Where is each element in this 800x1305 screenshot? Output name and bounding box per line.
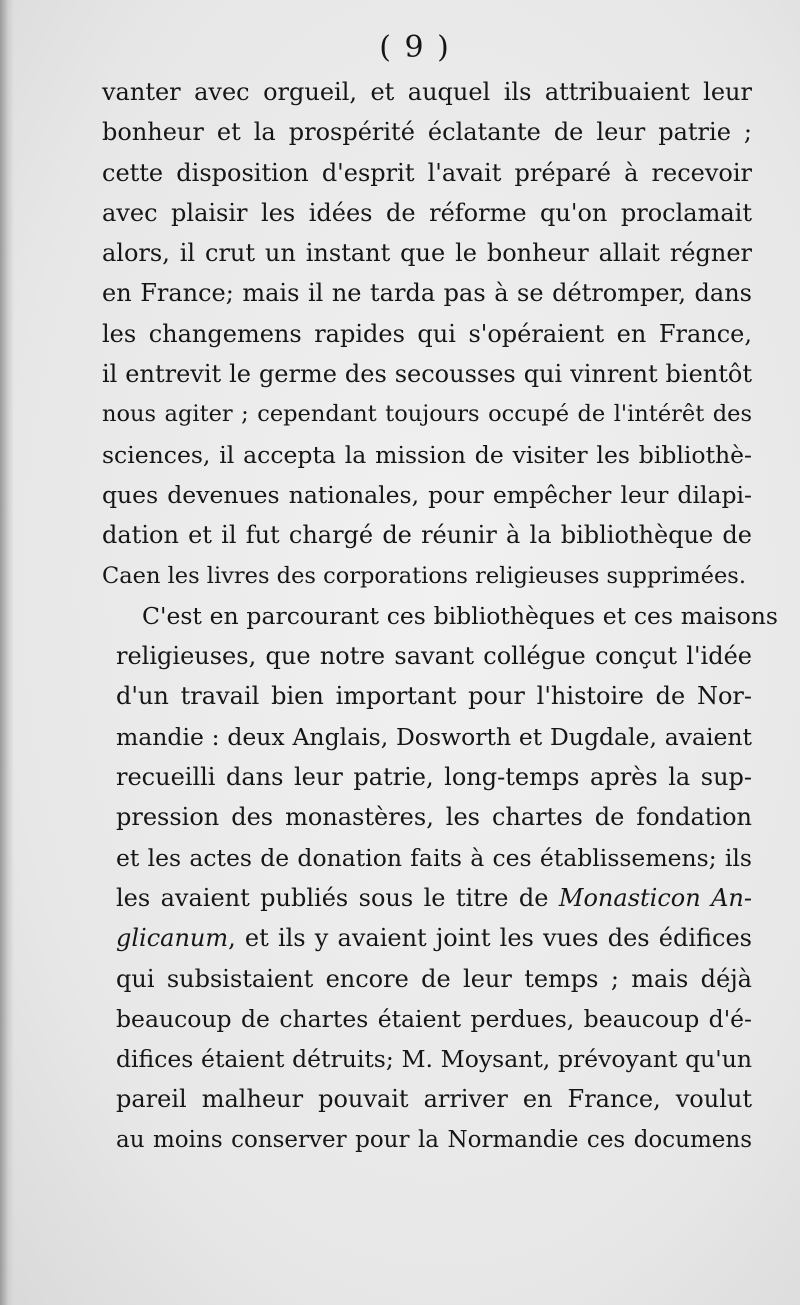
text-line: qui subsistaient encore de leur temps ; mais déjà bbox=[116, 964, 752, 993]
text-line: les changemens rapides qui s'opéraient en France, bbox=[102, 319, 752, 348]
text-line: ques devenues nationales, pour empêcher leur dilapi- bbox=[102, 480, 752, 509]
text-line: pareil malheur pouvait arriver en France, voulut bbox=[116, 1085, 752, 1114]
italic-title: glicanum bbox=[116, 924, 229, 953]
text-line-with-italic bbox=[102, 878, 752, 918]
text-line-paragraph-end: Caen les livres des corporations religieuses supprimées. bbox=[102, 562, 746, 589]
text-line: au moins conserver pour la Normandie ces documens bbox=[116, 1126, 752, 1153]
text-line: alors, il crut un instant que le bonheur allait régner bbox=[102, 239, 752, 268]
page-number: ( 9 ) bbox=[379, 30, 451, 65]
text-line: avec plaisir les idées de réforme qu'on proclamait bbox=[102, 198, 752, 227]
text-line: dation et il fut chargé de réunir à la bibliothèque de bbox=[102, 521, 752, 550]
text-line: pression des monastères, les chartes de fondation bbox=[116, 803, 752, 832]
text-line: en France; mais il ne tarda pas à se détromper, dans bbox=[102, 279, 752, 308]
text-segment: les avaient publiés sous le titre de bbox=[116, 883, 549, 912]
text-line: et les actes de donation faits à ces établissemens; ils bbox=[116, 843, 752, 872]
text-line: il entrevit le germe des secousses qui vinrent bientôt bbox=[102, 360, 752, 389]
text-line: mandie : deux Anglais, Dosworth et Dugdale, avaient bbox=[116, 722, 752, 751]
text-segment: , et ils y avaient joint les vues des édifices bbox=[228, 924, 752, 953]
text-line: sciences, il accepta la mission de visiter les bibliothè- bbox=[102, 440, 752, 469]
text-line: d'un travail bien important pour l'histoire de Nor- bbox=[116, 682, 752, 711]
text-line: bonheur et la prospérité éclatante de leur patrie ; bbox=[102, 118, 752, 147]
body-text bbox=[102, 72, 778, 1160]
italic-title: Monasticon An- bbox=[558, 883, 752, 912]
text-line: nous agiter ; cependant toujours occupé de l'intérêt des bbox=[102, 401, 752, 428]
text-line: recueilli dans leur patrie, long-temps après la sup- bbox=[116, 763, 752, 792]
text-line: vanter avec orgueil, et auquel ils attribuaient leur bbox=[102, 78, 752, 106]
text-line-paragraph-start: C'est en parcourant ces bibliothèques et ces maisons bbox=[142, 601, 778, 630]
text-line-with-italic bbox=[102, 918, 752, 958]
text-line: cette disposition d'esprit l'avait préparé à recevoir bbox=[102, 158, 752, 187]
text-line: beaucoup de chartes étaient perdues, beaucoup d'é- bbox=[116, 1004, 752, 1033]
text-line: difices étaient détruits; M. Moysant, prévoyant qu'un bbox=[116, 1045, 752, 1074]
text-line: religieuses, que notre savant collégue conçut l'idée bbox=[116, 642, 752, 671]
